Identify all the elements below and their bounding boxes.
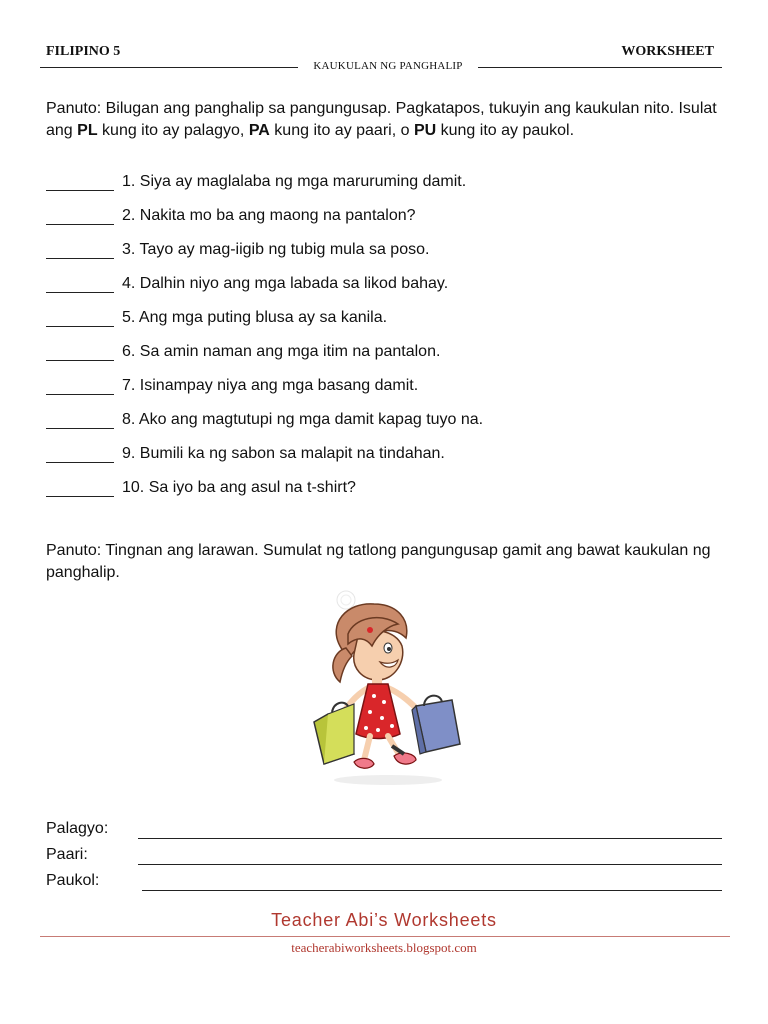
answer-paukol — [46, 868, 726, 894]
paari-label: Paari: — [46, 846, 88, 863]
answer-blank[interactable] — [46, 478, 114, 497]
instruction-2: Panuto: Tingnan ang larawan. Sumulat ng tatlong pangungusap gamit ang bawat kaukulan ng panghalip. — [46, 542, 711, 581]
answer-blank[interactable] — [46, 206, 114, 225]
exercise-sentence: 9. Bumili ka ng sabon sa malapit na tindahan. — [122, 445, 445, 462]
palagyo-answer-line[interactable] — [138, 838, 722, 839]
exercise-sentence: 2. Nakita mo ba ang maong na pantalon? — [122, 207, 416, 224]
exercise-item — [46, 194, 706, 228]
paari-answer-line[interactable] — [138, 864, 722, 865]
palagyo-label: Palagyo: — [46, 820, 109, 837]
header-rule-left — [40, 67, 298, 68]
header-rule-right — [478, 67, 722, 68]
footer-rule — [40, 936, 730, 937]
exercise-item — [46, 364, 706, 398]
exercise-item — [46, 432, 706, 466]
exercise-item — [46, 466, 706, 500]
subject-label: FILIPINO 5 — [46, 44, 121, 59]
exercise-sentence: 10. Sa iyo ba ang asul na t-shirt? — [122, 479, 356, 496]
exercise-item — [46, 330, 706, 364]
answer-palagyo — [46, 816, 726, 842]
exercise-item — [46, 296, 706, 330]
code-pa: PA — [248, 122, 270, 139]
answer-blank[interactable] — [46, 376, 114, 395]
answer-blank[interactable] — [46, 240, 114, 259]
code-pl: PL — [77, 122, 98, 139]
footer-brand: Teacher Abi’s Worksheets — [271, 910, 497, 930]
exercise-sentence: 7. Isinampay niya ang mga basang damit. — [122, 377, 419, 394]
instruction-1-text-c: kung ito ay paari, o — [269, 122, 414, 139]
answer-blank[interactable] — [46, 172, 114, 191]
exercise-sentence: 1. Siya ay maglalaba ng mga maruruming damit. — [122, 173, 467, 190]
instruction-1-text-a: Panuto: Bilugan ang panghalip sa pangungusap. Pagkatapos, tukuyin ang kaukulan nito. Isulat ang — [46, 100, 717, 139]
answer-blank[interactable] — [46, 342, 114, 361]
exercise-sentence: 6. Sa amin naman ang mga itim na pantalon. — [122, 343, 441, 360]
worksheet-label: WORKSHEET — [621, 44, 714, 59]
paukol-label: Paukol: — [46, 872, 100, 889]
exercise-item — [46, 228, 706, 262]
exercise-sentence: 4. Dalhin niyo ang mga labada sa likod bahay. — [122, 275, 449, 292]
exercise-sentence: 5. Ang mga puting blusa ay sa kanila. — [122, 309, 388, 326]
answer-blank[interactable] — [46, 308, 114, 327]
exercise-sentence: 8. Ako ang magtutupi ng mga damit kapag tuyo na. — [122, 411, 484, 428]
instruction-1-text-b: kung ito ay palagyo, — [97, 122, 249, 139]
instruction-1 — [46, 98, 726, 142]
exercise-item — [46, 262, 706, 296]
exercise-sentence: 3. Tayo ay mag-iigib ng tubig mula sa poso. — [122, 241, 430, 258]
answer-blank[interactable] — [46, 410, 114, 429]
paukol-answer-line[interactable] — [142, 890, 722, 891]
worksheet-topic: KAUKULAN NG PANGHALIP — [313, 60, 463, 72]
exercise-item — [46, 398, 706, 432]
girl-shopping-illustration — [288, 584, 484, 804]
answer-blank[interactable] — [46, 444, 114, 463]
code-pu: PU — [413, 122, 437, 139]
exercise-item — [46, 160, 706, 194]
footer-url[interactable]: teacherabiworksheets.blogspot.com — [291, 940, 477, 955]
answer-paari — [46, 842, 726, 868]
exercise-list — [46, 160, 706, 500]
answer-blank[interactable] — [46, 274, 114, 293]
instruction-1-text-d: kung ito ay paukol. — [436, 122, 575, 139]
